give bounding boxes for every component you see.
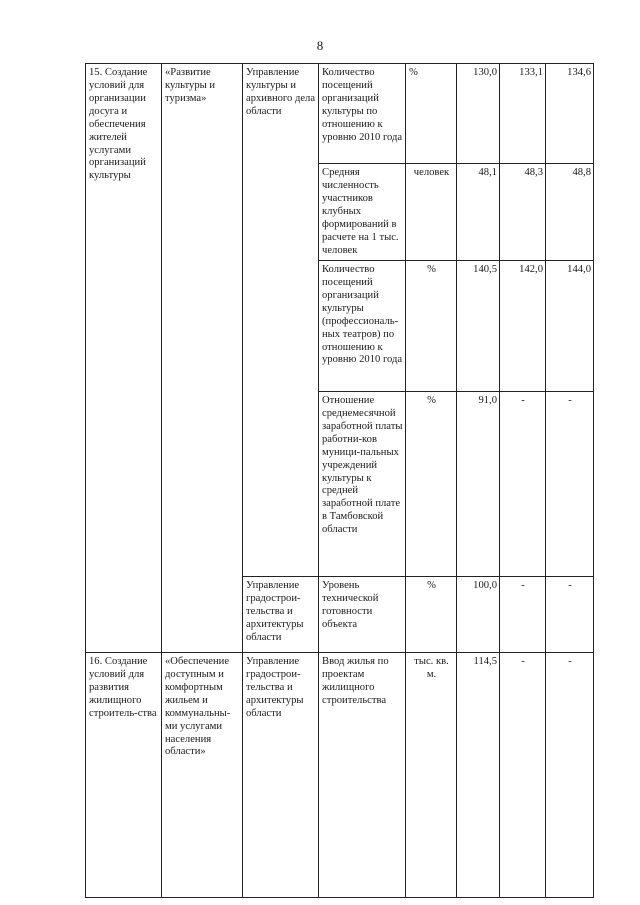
indicator-unit: человек [406, 164, 457, 261]
value-3: 134,6 [546, 64, 594, 164]
executor-cell: Управление культуры и архивного дела области [243, 64, 319, 577]
indicator-unit: % [406, 577, 457, 653]
indicator-name: Ввод жилья по проектам жилищного строительства [319, 653, 406, 898]
value-2: - [500, 653, 546, 898]
table-row [86, 653, 594, 898]
value-3: - [546, 392, 594, 577]
goal-cell: 16. Создание условий для развития жилищного строитель-ства [86, 653, 162, 898]
value-1: 140,5 [457, 261, 500, 392]
value-2: - [500, 577, 546, 653]
value-3: 144,0 [546, 261, 594, 392]
indicator-name: Средняя численность участников клубных формирований в расчете на 1 тыс. человек [319, 164, 406, 261]
value-2: 133,1 [500, 64, 546, 164]
value-1: 100,0 [457, 577, 500, 653]
indicator-unit: % [406, 64, 457, 164]
value-1: 114,5 [457, 653, 500, 898]
indicator-unit: % [406, 261, 457, 392]
page-number: 8 [316, 38, 324, 53]
indicator-name: Отношение среднемесячной заработной платы работни-ков муници-пальных учреждений культуры к средней заработной плате в Тамбовской области [319, 392, 406, 577]
indicator-unit: % [406, 392, 457, 577]
value-2: 142,0 [500, 261, 546, 392]
executor-cell: Управление градострои-тельства и архитектуры области [243, 577, 319, 653]
indicator-name: Уровень технической готовности объекта [319, 577, 406, 653]
value-2: 48,3 [500, 164, 546, 261]
program-cell: «Обеспечение доступным и комфортным жильем и коммунальны-ми услугами населения области» [162, 653, 243, 898]
value-1: 48,1 [457, 164, 500, 261]
table-row [86, 64, 594, 164]
goal-cell: 15. Создание условий для организации досуга и обеспечения жителей услугами организаций культуры [86, 64, 162, 653]
value-3: - [546, 653, 594, 898]
indicator-unit: тыс. кв. м. [406, 653, 457, 898]
program-cell: «Развитие культуры и туризма» [162, 64, 243, 653]
executor-cell: Управление градострои-тельства и архитектуры области [243, 653, 319, 898]
indicators-table [85, 63, 594, 898]
value-3: 48,8 [546, 164, 594, 261]
indicator-name: Количество посещений организаций культуры по отношению к уровню 2010 года [319, 64, 406, 164]
value-1: 91,0 [457, 392, 500, 577]
indicator-name: Количество посещений организаций культуры (профессиональ-ных театров) по отношению к уровню 2010 года [319, 261, 406, 392]
value-1: 130,0 [457, 64, 500, 164]
value-3: - [546, 577, 594, 653]
value-2: - [500, 392, 546, 577]
